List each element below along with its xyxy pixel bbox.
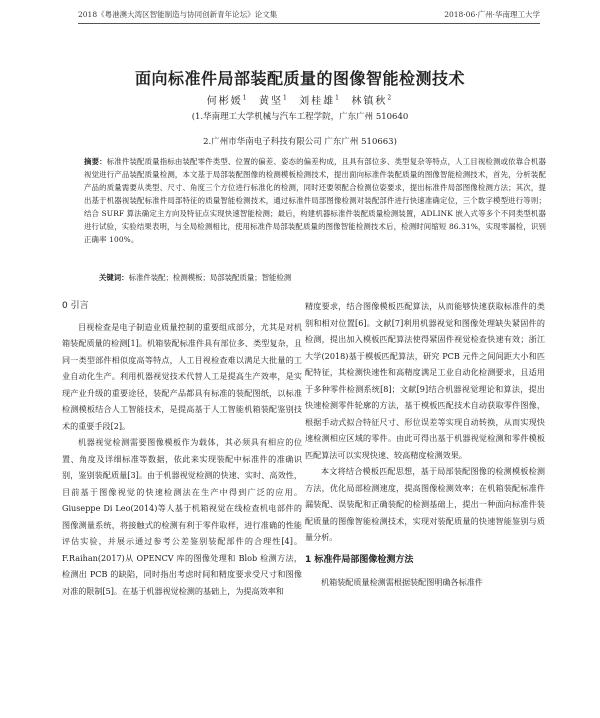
left-column bbox=[62, 298, 302, 599]
abstract bbox=[84, 155, 546, 246]
keywords bbox=[99, 272, 291, 283]
author: 黄坚$^1$ bbox=[258, 94, 289, 107]
author-list bbox=[0, 92, 600, 107]
right-column bbox=[305, 298, 545, 591]
abstract-text: 标准件装配质量指标由装配零件类型、位置的偏差、姿态的偏差构成，且具有部位多、类型复杂等特点，人工目视检测或依靠合机器视觉进行产品装配质量检测，本文基于局部装配图像的检测模板检测技术，提出面向标准件装配质量的图像智能检测技术，首先，分析装配产品的质量需要从类型、尺寸、角度三个方位进行标准化的检测，同时还要领配合检测位姿要求，提出标准件局部图像检测方法；其次，提出基于机器视装配标准件局部特征的质量智能检测技术，通过标准件局部图像检测对装配部件进行快速准确定位，三个数字模型进行等则；结合 SURF 算法确定主方向及特征点实现快速智能检测；最后，构建机器标准件装配质量检测装置，ADLINK 嵌入式等多个不同类型机器进行试验，实验结果表明，与全局检测相比，使用标准件局部装配质量的图像智能检测技术后，检测时间缩短 86.31%，实现零漏检，识别正确率 100%。 bbox=[84, 157, 546, 244]
section-heading-intro: 0 引言 bbox=[62, 301, 89, 311]
abstract-label: 摘要： bbox=[84, 157, 107, 166]
affiliation-1: (1.华南理工大学机械与汽车工程学院，广东广州 510640 bbox=[191, 112, 409, 122]
keywords-label: 关键词： bbox=[99, 273, 129, 282]
paragraph: 本文将结合模板匹配思想，基于局部装配图像的检测模板检测方法，优化局部检测速度，提高图像检测效率；在机箱装配标准件漏装配、误装配和正确装配的检测基础上，提出一种面向标准件装配质量的图像智能检测技术，实现对装配质量的快速智能鉴别与质量分析。 bbox=[305, 466, 545, 542]
header-right: 2018·06·广州·华南理工大学 bbox=[444, 10, 540, 19]
section-heading-1: 1 标准件局部图像检测方法 bbox=[305, 554, 414, 565]
paragraph: 机器视觉检测需要图像模板作为载体，其必须具有相应的位置、角度及详细标准等数据，依此来实现装配中标准件的准确识别，鉴别装配质量[3]。由于机器视觉检测的快速、实时、高效性，目前基于图像视觉的快速检测法在生产中得到广泛的应用。Giuseppe Di Leo(2014)等人基于机箱视觉在线检查机电部件的图像测量系统，将接触式的检测有利于零件取样，进行准确的性能评估实验，并展示通过参考公差鉴别装配部件的合理性[4]。F.Raihan(2017)从 OPENCV 库的图像处理和 Blob 检测方法，检测出 PCB 的缺陷，同时指出考虑时间和精度要求受尺寸和图像对准的限制[5]。在基于机器视觉检测的基础上，为提高效率和 bbox=[62, 437, 302, 596]
paragraph: 精度要求，结合图像模板匹配算法，从而能够快速获取标准件的类别和相对位置[6]。文献[7]利用机器视觉和图像处理缺失紧固件的检测，提出加入模板匹配算法使得紧固件视觉检查快速有效；浙江大学(2018)基于模板匹配算法，研究 PCB 元件之间间距大小和匹配特征，其检测快速性和高精度满足工业自动化检测要求，且适用于多种零件检测系统[8]；文献[9]结合机器视觉理论和算法，提出快速检测零件轮廓的方法，基于模板匹配技术自动获取零件图像，根据手动式拟合特征尺寸、形位误差等实现自动转换，从而实现快速检测相应区域的零件。由此可得出基于机器视觉检测和零件模板匹配算法可以实现快速、较高精度检测效果。 bbox=[305, 301, 545, 460]
author: 林镇秋$^2$ bbox=[351, 94, 394, 107]
paragraph: 机箱装配质量检测需根据装配图明确各标准件 bbox=[321, 577, 483, 587]
author: 刘桂雄$^1$ bbox=[299, 94, 341, 107]
affiliation-2: 2.广州市华南电子科技有限公司 广东广州 510663) bbox=[203, 137, 397, 147]
author: 何彬媛$^1$ bbox=[206, 94, 249, 107]
keywords-text: 标准件装配；检测模板；局部装配质量；智能检测 bbox=[128, 273, 292, 282]
paragraph: 目视检查是电子制造业质量控制的重要组成部分，尤其是对机箱装配质量的检测[1]。机箱装配标准件具有部位多、类型复杂，且同一类型部件相似度高等特点，人工目视检查难以满足大批量的工业自动化生产。利用机器视觉技术代替人工是提高生产效率，是实现产业升级的重要途径，装配产品都具有标准的装配图纸，以标准检测模板结合人工智能技术，是提高基于人工智能机箱装配鉴别技术的重要手段[2]。 bbox=[62, 321, 302, 431]
paper-title: 面向标准件局部装配质量的图像智能检测技术 bbox=[134, 69, 465, 88]
header-left: 2018《粤港澳大湾区智能制造与协同创新青年论坛》论文集 bbox=[78, 10, 278, 19]
running-header bbox=[78, 9, 540, 24]
